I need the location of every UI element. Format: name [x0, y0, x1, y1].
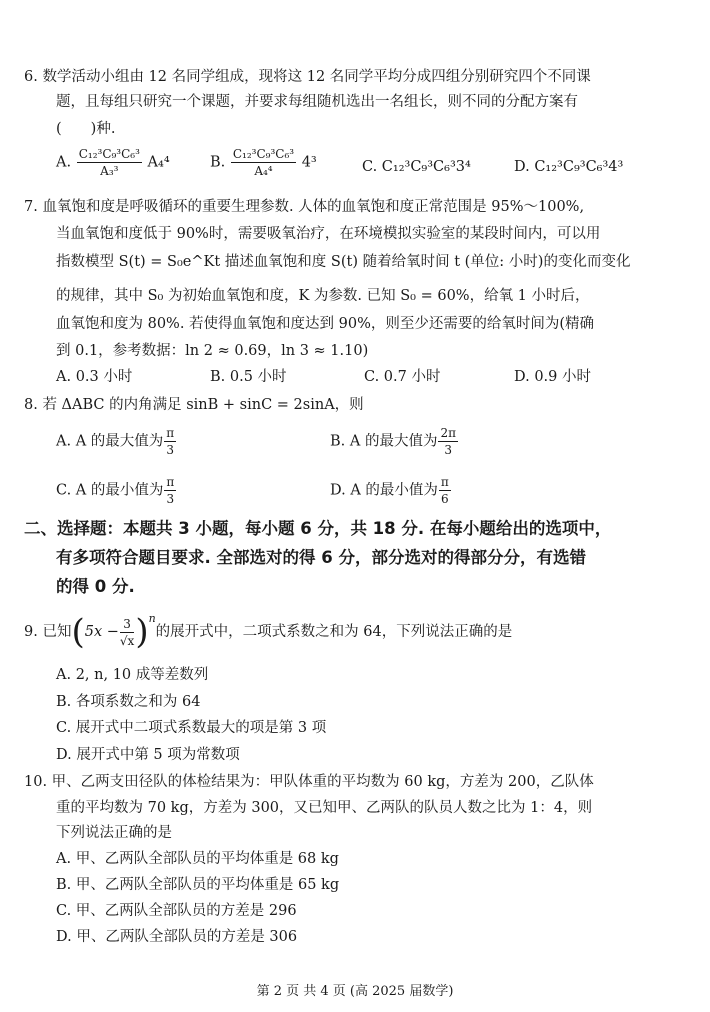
q7-line-1: 7. 血氧饱和度是呼吸循环的重要生理参数. 人体的血氧饱和度正常范围是 95%～100%, — [24, 199, 585, 215]
q6-option-b-denominator: A₄⁴ — [254, 164, 273, 178]
q9-expression-left: 5x − — [84, 624, 119, 640]
q8-option-b — [330, 425, 459, 458]
q10-option-c: C. 甲、乙两队全部队员的方差是 296 — [56, 903, 297, 919]
q6-option-b-numerator: C₁₂³C₉³C₆³ — [232, 147, 295, 161]
q6-option-a-fraction — [77, 146, 142, 179]
q7-line-6: 到 0.1，参考数据：ln 2 ≈ 0.69，ln 3 ≈ 1.10) — [56, 343, 369, 359]
q7-line-2: 当血氧饱和度低于 90%时，需要吸氧治疗，在环境模拟实验室的某段时间内，可以用 — [56, 226, 601, 242]
q9-prefix: 9. 已知 — [24, 624, 72, 640]
q9-left-paren: ( — [71, 612, 85, 652]
q7-option-c: C. 0.7 小时 — [364, 369, 441, 385]
q7-line-5: 血氧饱和度为 80%. 若使得血氧饱和度达到 90%，则至少还需要的给氧时间为(精确 — [56, 316, 595, 332]
q9-stem — [24, 612, 512, 652]
q8-option-d-text: D. A 的最小值为 — [330, 482, 438, 499]
q9-option-a: A. 2, n, 10 成等差数列 — [56, 667, 209, 683]
section-2-heading-line-1: 二、选择题：本题共 3 小题，每小题 6 分，共 18 分. 在每小题给出的选项中， — [24, 519, 612, 538]
q6-option-a-label: A. — [56, 154, 72, 171]
q8-option-c — [56, 474, 177, 507]
q8-option-b-fraction — [438, 425, 458, 458]
q8-line-1: 8. 若 ΔABC 的内角满足 sinB + sinC = 2sinA，则 — [24, 397, 364, 413]
q8-option-c-fraction — [164, 474, 176, 507]
q7-option-b: B. 0.5 小时 — [210, 369, 287, 385]
q8-option-d-numerator: π — [440, 475, 449, 489]
q9-expression-numerator: 3 — [120, 616, 134, 633]
q6-option-a — [56, 146, 170, 179]
q10-option-b: B. 甲、乙两队全部队员的平均体重是 65 kg — [56, 877, 340, 893]
q8-option-a-numerator: π — [166, 426, 175, 440]
q6-option-a-denominator: A₃³ — [100, 164, 119, 178]
q9-expression-fraction — [120, 616, 134, 649]
q6-option-a-tail: A₄⁴ — [147, 154, 170, 171]
q10-option-d: D. 甲、乙两队全部队员的方差是 306 — [56, 929, 298, 945]
q9-exponent: n — [148, 612, 156, 626]
q7-line-3: 指数模型 S(t) = S₀e^Kt 描述血氧饱和度 S(t) 随着给氧时间 t (单位: 小时)的变化而变化 — [56, 254, 631, 270]
page-footer: 第 2 页 共 4 页 (高 2025 届数学) — [256, 984, 454, 999]
q6-option-a-numerator: C₁₂³C₉³C₆³ — [78, 147, 140, 161]
q6-line-3: ( )种. — [56, 121, 116, 137]
q8-option-c-denominator: 3 — [166, 492, 175, 506]
q8-option-a-fraction — [164, 425, 176, 458]
q8-option-b-numerator: 2π — [440, 426, 456, 440]
q7-line-4: 的规律，其中 S₀ 为初始血氧饱和度，K 为参数. 已知 S₀ = 60%，给氧 1 小时后， — [56, 288, 590, 304]
q8-option-a-denominator: 3 — [166, 443, 175, 457]
q9-option-b: B. 各项系数之和为 64 — [56, 694, 201, 710]
q8-option-d-fraction — [439, 474, 451, 507]
q6-option-b-tail: 4³ — [301, 154, 317, 171]
q6-option-b — [210, 146, 317, 179]
q6-option-b-label: B. — [210, 154, 226, 171]
q7-option-a: A. 0.3 小时 — [56, 369, 133, 385]
q8-option-b-text: B. A 的最大值为 — [330, 433, 438, 450]
q6-option-c: C. C₁₂³C₉³C₆³3⁴ — [362, 159, 471, 175]
q8-option-c-text: C. A 的最小值为 — [56, 482, 164, 499]
q9-expression-denominator: √x — [119, 633, 135, 648]
q6-line-1: 6. 数学活动小组由 12 名同学组成，现将这 12 名同学平均分成四组分别研究四个不同课 — [24, 69, 591, 85]
q8-option-d — [330, 474, 452, 507]
q9-option-d: D. 展开式中第 5 项为常数项 — [56, 747, 240, 763]
q10-line-2: 重的平均数为 70 kg，方差为 300，又已知甲、乙两队的队员人数之比为 1：4，则 — [56, 800, 593, 816]
section-2-heading-line-2: 有多项符合题目要求. 全部选对的得 6 分，部分选对的得部分分，有选错 — [56, 548, 586, 567]
q10-line-3: 下列说法正确的是 — [56, 825, 172, 841]
q8-option-c-numerator: π — [166, 475, 175, 489]
q9-suffix: 的展开式中，二项式系数之和为 64，下列说法正确的是 — [155, 624, 513, 640]
q8-option-d-denominator: 6 — [441, 492, 449, 506]
q6-option-b-fraction — [231, 146, 296, 179]
q10-line-1: 10. 甲、乙两支田径队的体检结果为：甲队体重的平均数为 60 kg，方差为 200，乙队体 — [24, 774, 594, 790]
q8-option-b-denominator: 3 — [444, 443, 453, 457]
q9-option-c: C. 展开式中二项式系数最大的项是第 3 项 — [56, 720, 327, 736]
q6-option-d: D. C₁₂³C₉³C₆³4³ — [514, 159, 624, 175]
q7-option-d: D. 0.9 小时 — [514, 369, 591, 385]
q8-option-a — [56, 425, 177, 458]
q10-option-a: A. 甲、乙两队全部队员的平均体重是 68 kg — [56, 851, 339, 867]
q8-option-a-text: A. A 的最大值为 — [56, 433, 164, 450]
section-2-heading-line-3: 的得 0 分. — [56, 577, 135, 596]
q9-right-paren: ) — [135, 612, 149, 652]
q6-line-2: 题，且每组只研究一个课题，并要求每组随机选出一名组长，则不同的分配方案有 — [56, 94, 578, 110]
